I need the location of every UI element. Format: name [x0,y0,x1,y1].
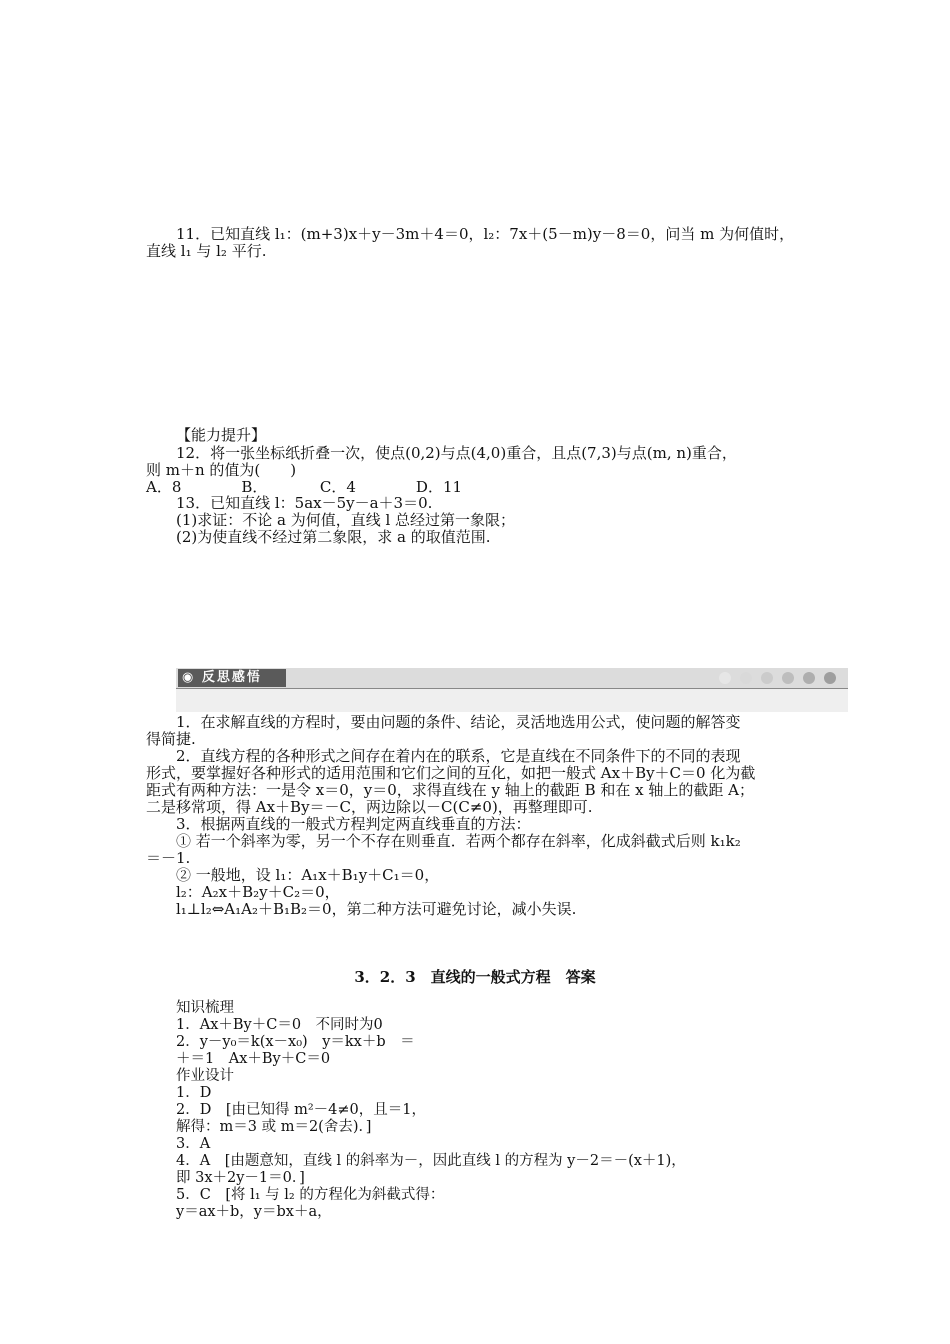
reflection-line: ② 一般地，设 l₁：A₁x＋B₁y＋C₁＝0， [176,866,440,884]
answer-line: 5．C [将 l₁ 与 l₂ 的方程化为斜截式得： [176,1187,445,1203]
answer-line: 4．A [由题意知，直线 l 的斜率为－，因此直线 l 的方程为 y－2＝－(x＋1)， [176,1153,686,1169]
dot-icon [761,672,773,684]
banner-label: ◉ 反思感悟 [178,669,286,687]
q11-line-2: 直线 l₁ 与 l₂ 平行. [146,242,267,260]
reflection-line: ① 若一个斜率为零，另一个不存在则垂直．若两个都存在斜率，化成斜截式后则 k₁k₂ [176,832,741,850]
reflection-line: 距式有两种方法：一是令 x＝0，y＝0，求得直线在 y 轴上的截距 B 和在 x 轴上的截距 A； [146,781,754,799]
reflection-line: 2．直线方程的各种形式之间存在着内在的联系，它是直线在不同条件下的不同的表现 [176,747,741,765]
q12-line-1: 12．将一张坐标纸折叠一次，使点(0,2)与点(4,0)重合，且点(7,3)与点(m, n)重合， [176,444,737,462]
q12-options: A．8 B． C．4 D．11 [146,478,463,496]
dot-icon [803,672,815,684]
answer-line: 即 3x＋2y－1＝0．] [176,1170,305,1186]
dot-icon [782,672,794,684]
q13-part-2: (2)为使直线不经过第二象限，求 a 的取值范围. [176,528,491,546]
answer-line: 3．A [176,1136,211,1152]
answer-line: ＋＝1 Ax＋By＋C＝0 [176,1051,331,1067]
answer-line: 1．D [176,1085,212,1101]
dot-icon [824,672,836,684]
section-heading: 【能力提升】 [176,426,267,444]
reflection-line: ＝－1. [146,849,191,867]
reflection-banner [176,668,848,712]
answer-line: 2．y－y₀＝k(x－x₀) y＝kx＋b ＝ [176,1034,415,1050]
reflection-line: 1．在求解直线的方程时，要由问题的条件、结论，灵活地选用公式，使问题的解答变 [176,713,741,731]
q13-line-1: 13．已知直线 l：5ax－5y－a＋3＝0. [176,494,433,512]
banner-rule [176,688,848,689]
answers-title: 3．2．3 直线的一般式方程 答案 [354,968,596,986]
answer-line: 知识梳理 [176,1000,234,1016]
reflection-line: l₂：A₂x＋B₂y＋C₂＝0， [176,883,340,901]
banner-dots [719,672,836,684]
q11-line-1: 11．已知直线 l₁：(m+3)x＋y－3m＋4＝0，l₂：7x＋(5－m)y－8＝0，问当 m 为何值时， [176,225,795,243]
answer-line: 2．D [由已知得 m²－4≠0，且＝1， [176,1102,427,1118]
reflection-line: l₁⊥l₂⇔A₁A₂＋B₁B₂＝0，第二种方法可避免讨论，减小失误. [176,900,577,918]
dot-icon [740,672,752,684]
answer-line: 1．Ax＋By＋C＝0 不同时为0 [176,1017,383,1033]
q12-line-2: 则 m＋n 的值为( ) [146,461,297,479]
answer-line: y＝ax＋b，y＝bx＋a， [176,1204,332,1220]
reflection-line: 二是移常项，得 Ax＋By＝－C，两边除以－C(C≠0)，再整理即可. [146,798,593,816]
dot-icon [719,672,731,684]
answer-line: 作业设计 [176,1068,234,1084]
reflection-line: 3．根据两直线的一般式方程判定两直线垂直的方法： [176,815,531,833]
answer-line: 解得：m＝3 或 m＝2(舍去)．] [176,1119,372,1135]
q13-part-1: (1)求证：不论 a 为何值，直线 l 总经过第一象限； [176,511,516,529]
reflection-line: 形式，要掌握好各种形式的适用范围和它们之间的互化，如把一般式 Ax＋By＋C＝0 化为截 [146,764,756,782]
reflection-line: 得简捷. [146,730,196,748]
